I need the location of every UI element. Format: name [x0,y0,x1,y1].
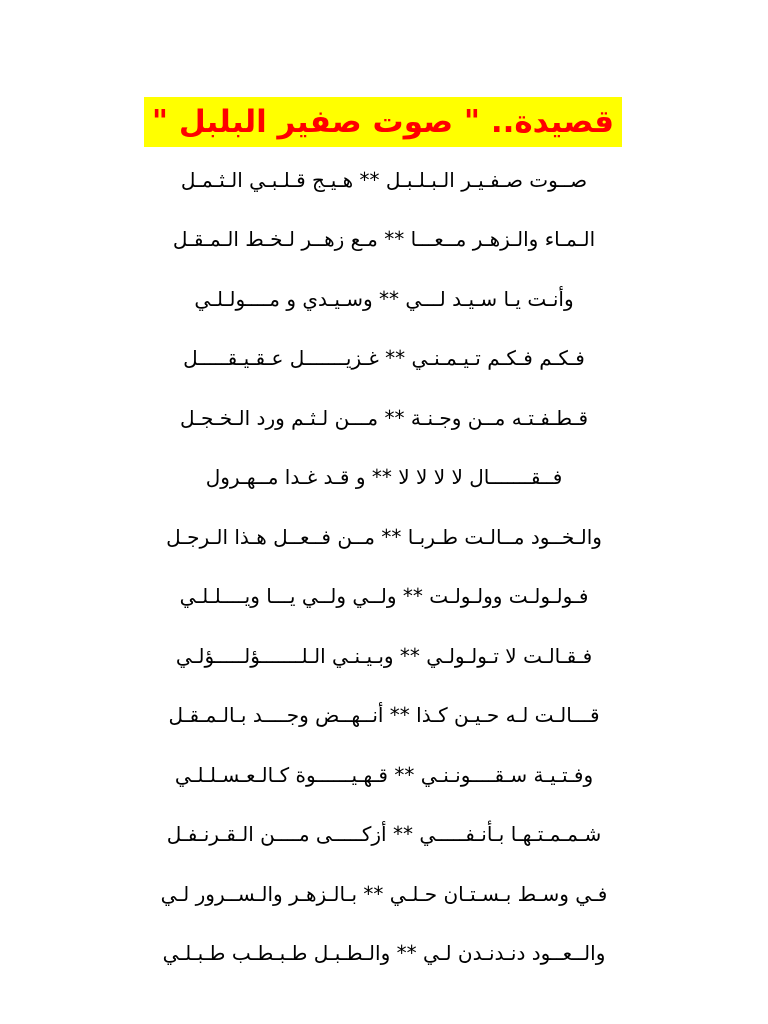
poem-verse [0,507,768,567]
poem-verse [0,864,768,924]
poem-verse [0,924,768,984]
verse-text: شـمـمـتـهـا بـأنـفـــــي ** أزكـــــى مــــن الـقـرنـفـل [166,822,602,847]
poem-verse [0,567,768,627]
poem-verse [0,210,768,270]
poem-verse [0,626,768,686]
verse-text: فـي وسـط بـسـتـان حـلـي ** بـالـزهـر والـســرور لـي [160,881,608,906]
verse-text: قـــالـت لـه حـيـن كـذا ** أنــهــض وجــــد بـالـمـقـل [168,703,600,728]
verse-text: صــوت صـفـيـر الـبـلـبـل ** هـيـج قـلـبـي الـثـمـل [180,167,588,192]
poem-verse [0,150,768,210]
verse-text: وأنـت يـا سـيـد لـــي ** وسـيـدي و مــــولـلـي [194,286,574,311]
verse-text: فــقـــــــال لا لا لا لا ** و قـد غـدا مــهـرول [205,465,563,490]
verse-text: فـكـم فـكـم تـيـمـنـي ** غـزيـــــــل عـقـيـقـــــل [183,346,585,371]
poem-verse [0,448,768,508]
poem-verse [0,269,768,329]
poem-verse [0,686,768,746]
verse-text: فـقـالـت لا تـولـولـي ** وبـيـنـي الـلـــــــؤلـــــؤلـي [175,643,593,668]
poem-verse [0,805,768,865]
verse-text: قـطـفـتـه مــن وجـنـة ** مـــن لـثـم ورد الـخـجـل [179,405,589,430]
poem-verse [0,745,768,805]
verse-text: والـخــود مــالـت طـربـا ** مــن فــعــل هـذا الـرجـل [166,524,602,549]
verse-text: فـولـولـت وولـولـت ** ولــي ولــي يـــا ويــــلـلـي [179,584,589,609]
poem-verse-list [0,150,768,983]
verse-text: والــعــود دنـدنـدن لـي ** والـطـبـل طـبـطـب طـبـلـي [162,941,606,966]
poem-title-banner [144,97,622,147]
poem-title: قصيدة.. " صوت صفير البلبل " [151,103,615,140]
poem-verse [0,329,768,389]
verse-text: الـمـاء والـزهـر مــعـــا ** مـع زهــر لـخـط الـمـقـل [172,227,596,252]
poem-verse [0,388,768,448]
verse-text: وفـتـيـة سـقــــونـنـي ** قـهـيــــــوة كـالـعـسـلـلـي [174,762,594,787]
